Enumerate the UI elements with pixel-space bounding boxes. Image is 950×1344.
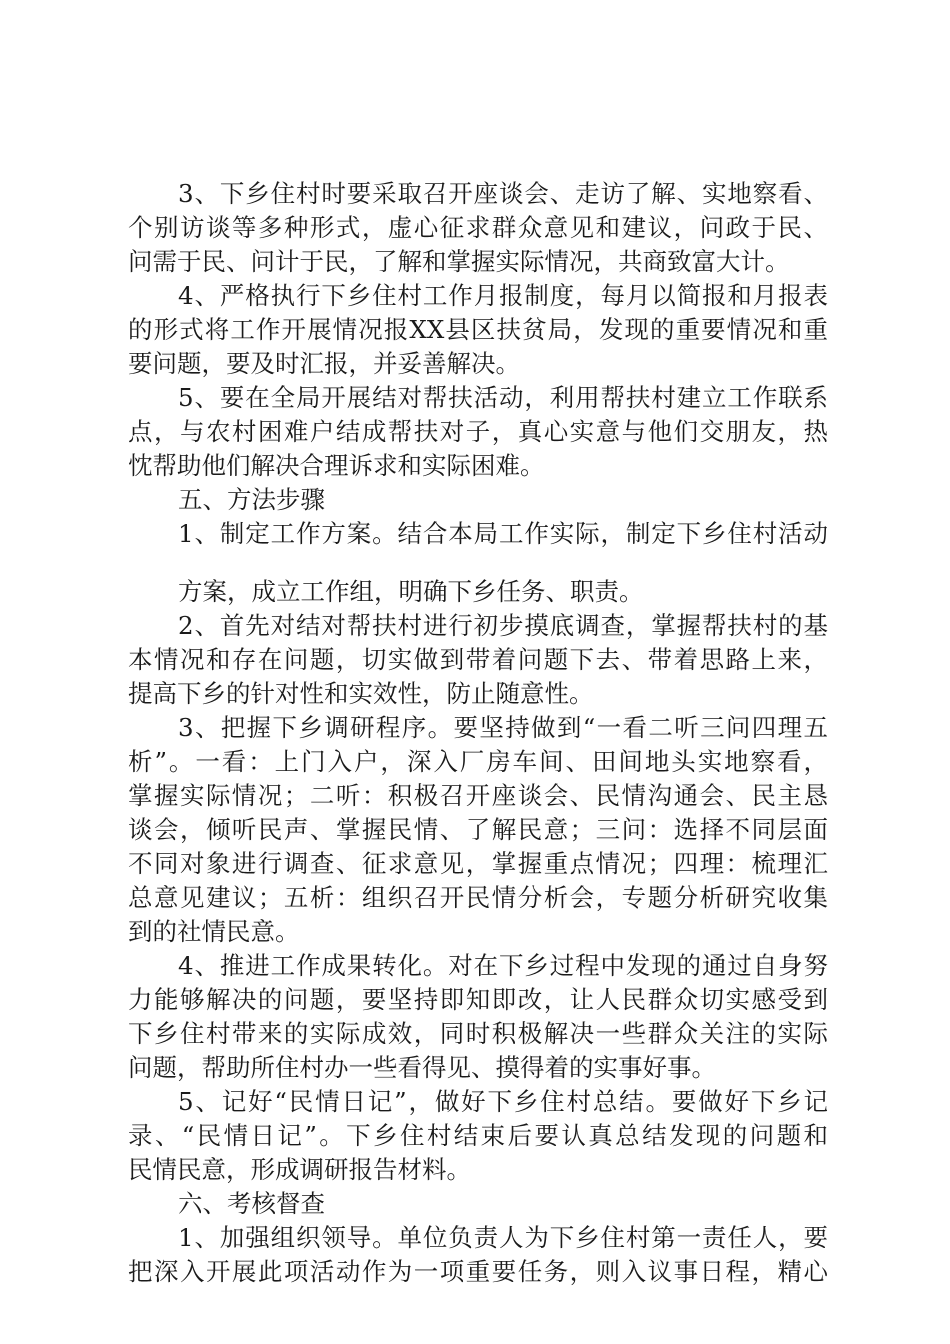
text-line: 5、要在全局开展结对帮扶活动，利用帮扶村建立工作联系 xyxy=(178,383,828,412)
text-line: 下乡住村带来的实际成效，同时积极解决一些群众关注的实际 xyxy=(128,1019,828,1048)
text-line: 3、把握下乡调研程序。要坚持做到“一看二听三问四理五 xyxy=(178,713,828,742)
text-line: 提高下乡的针对性和实效性，防止随意性。 xyxy=(128,679,594,708)
text-line: 个别访谈等多种形式，虚心征求群众意见和建议，问政于民、 xyxy=(128,213,828,242)
text-line: 4、严格执行下乡住村工作月报制度，每月以简报和月报表 xyxy=(178,281,828,310)
text-line: 录、“民情日记”。下乡住村结束后要认真总结发现的问题和 xyxy=(128,1121,828,1150)
text-line: 不同对象进行调查、征求意见，掌握重点情况；四理：梳理汇 xyxy=(128,849,828,878)
text-line: 总意见建议；五析：组织召开民情分析会，专题分析研究收集 xyxy=(128,883,828,912)
section-heading: 六、考核督查 xyxy=(178,1189,325,1218)
text-line: 方案，成立工作组，明确下乡任务、职责。 xyxy=(178,577,644,606)
text-line: 的形式将工作开展情况报XX县区扶贫局，发现的重要情况和重 xyxy=(128,315,828,344)
text-line: 问题，帮助所住村办一些看得见、摸得着的实事好事。 xyxy=(128,1053,716,1082)
text-line: 问需于民、问计于民，了解和掌握实际情况，共商致富大计。 xyxy=(128,247,790,276)
text-line: 把深入开展此项活动作为一项重要任务，则入议事日程，精心 xyxy=(128,1257,828,1286)
text-line: 要问题，要及时汇报，并妥善解决。 xyxy=(128,349,520,378)
text-line: 力能够解决的问题，要坚持即知即改，让人民群众切实感受到 xyxy=(128,985,828,1014)
text-line: 到的社情民意。 xyxy=(128,917,300,946)
text-line: 本情况和存在问题，切实做到带着问题下去、带着思路上来， xyxy=(128,645,828,674)
text-line: 1、制定工作方案。结合本局工作实际，制定下乡住村活动 xyxy=(178,519,828,548)
text-line: 3、下乡住村时要采取召开座谈会、走访了解、实地察看、 xyxy=(178,179,828,208)
text-line: 4、推进工作成果转化。对在下乡过程中发现的通过自身努 xyxy=(178,951,828,980)
text-line: 2、首先对结对帮扶村进行初步摸底调查，掌握帮扶村的基 xyxy=(178,611,828,640)
text-line: 忱帮助他们解决合理诉求和实际困难。 xyxy=(128,451,545,480)
text-line: 掌握实际情况；二听：积极召开座谈会、民情沟通会、民主恳 xyxy=(128,781,828,810)
text-line: 民情民意，形成调研报告材料。 xyxy=(128,1155,471,1184)
section-heading: 五、方法步骤 xyxy=(178,485,325,514)
text-line: 5、记好“民情日记”，做好下乡住村总结。要做好下乡记 xyxy=(178,1087,828,1116)
text-line: 谈会，倾听民声、掌握民情、了解民意；三问：选择不同层面 xyxy=(128,815,828,844)
text-line: 点，与农村困难户结成帮扶对子，真心实意与他们交朋友，热 xyxy=(128,417,828,446)
text-line: 析”。一看：上门入户，深入厂房车间、田间地头实地察看， xyxy=(128,747,828,776)
text-line: 1、加强组织领导。单位负责人为下乡住村第一责任人，要 xyxy=(178,1223,828,1252)
